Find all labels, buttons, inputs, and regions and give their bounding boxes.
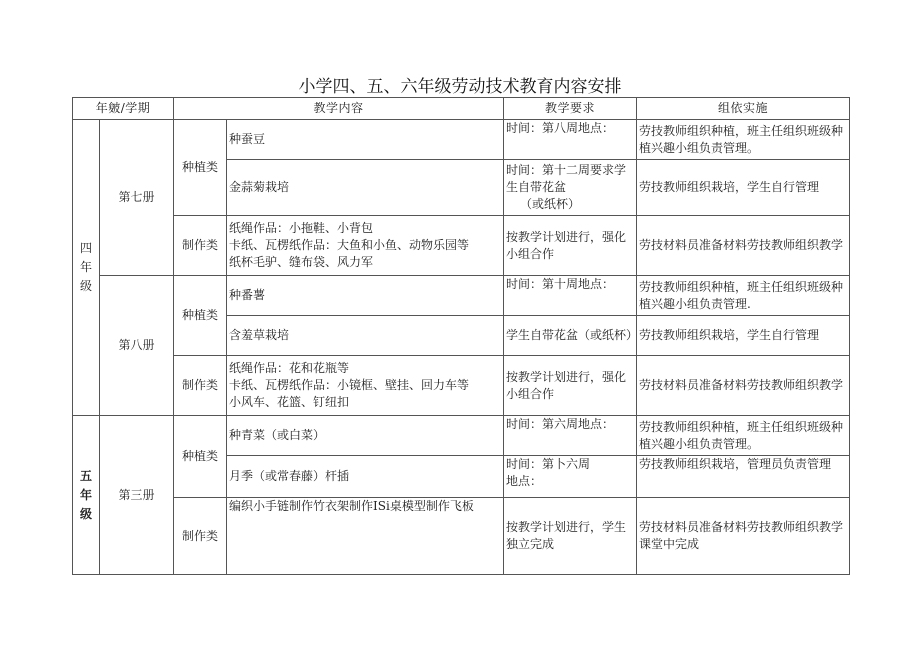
content-cell: 含羞草栽培 [227,316,504,356]
implementation-cell: 劳技教师组织种植，班主任组织班级种植兴趣小组负责管理. [637,276,850,316]
requirement-cell: 按教学计划进行，强化小组合作 [504,356,637,416]
header-implementation: 组依实施 [637,98,850,120]
curriculum-table [72,97,850,575]
requirement-cell: 按教学计划进行，学生独立完成 [504,498,637,575]
content-cell: 种蚕豆 [227,120,504,160]
requirement-cell: 时间：第六周地点： [504,416,637,456]
requirement-cell: 学生自带花盆（或纸杯） [504,316,637,356]
implementation-cell: 劳技教师组织种植，班主任组织班级种植兴趣小组负责管理。 [637,120,850,160]
requirement-cell: 时间：第八周地点： [504,120,637,160]
header-requirement: 教学要求 [504,98,637,120]
content-cell: 种青菜（或白菜） [227,416,504,456]
table-row [73,276,850,316]
content-cell: 纸绳作品：小拖鞋、小背包 卡纸、瓦楞纸作品：大鱼和小鱼、动物乐园等 纸杯毛驴、缝布袋、风力军 [227,216,504,276]
header-grade-term: 年皴/学期 [73,98,174,120]
book-8-cell: 第八册 [100,276,174,416]
table-row [73,120,850,160]
header-content: 教学内容 [174,98,504,120]
implementation-cell: 劳技材料员准备材料劳技教师组织教学课堂中完成 [637,498,850,575]
category-making: 制作类 [174,498,227,575]
implementation-cell: 劳技教师组织种植，班主任组织班级种植兴趣小组负责管理。 [637,416,850,456]
book-7-cell: 第七册 [100,120,174,276]
content-cell: 纸绳作品：花和花瓶等 卡纸、瓦楞纸作品：小镜框、壁挂、回力车等 小风车、花篮、钉纽扣 [227,356,504,416]
implementation-cell: 劳技材料员准备材料劳技教师组织教学 [637,216,850,276]
category-making: 制作类 [174,356,227,416]
content-cell: 金蒜菊栽培 [227,160,504,216]
implementation-cell: 劳技教师组织栽培，管理员负责管理 [637,456,850,498]
grade-4-cell: 四 年 级 [73,120,100,416]
table-row [73,216,850,276]
book-3-cell: 第三册 [100,416,174,575]
content-cell: 种番薯 [227,276,504,316]
category-planting: 种植类 [174,120,227,216]
category-planting: 种植类 [174,276,227,356]
requirement-cell: 按教学计划进行，强化小组合作 [504,216,637,276]
table-row [73,356,850,416]
table-row [73,416,850,456]
implementation-cell: 劳技教师组织栽培，学生自行管理 [637,160,850,216]
page-title: 小学四、五、六年级劳动技术教育内容安排 [298,77,622,97]
requirement-cell: 时间：第卜六周 地点： [504,456,637,498]
content-cell: 编织小手链制作竹衣架制作ISi桌模型制作飞板 [227,498,504,575]
category-planting: 种植类 [174,416,227,498]
implementation-cell: 劳技教师组织栽培，学生自行管理 [637,316,850,356]
table-row [73,498,850,575]
requirement-cell: 时间：第十周地点： [504,276,637,316]
implementation-cell: 劳技材料员准备材料劳技教师组织教学 [637,356,850,416]
header-row [73,98,850,120]
content-cell: 月季（或常春藤）杆插 [227,456,504,498]
grade-5-cell: 五 年 级 [73,416,100,575]
category-making: 制作类 [174,216,227,276]
requirement-cell: 时间：第十二周要求学生自带花盆 （或纸杯） [504,160,637,216]
